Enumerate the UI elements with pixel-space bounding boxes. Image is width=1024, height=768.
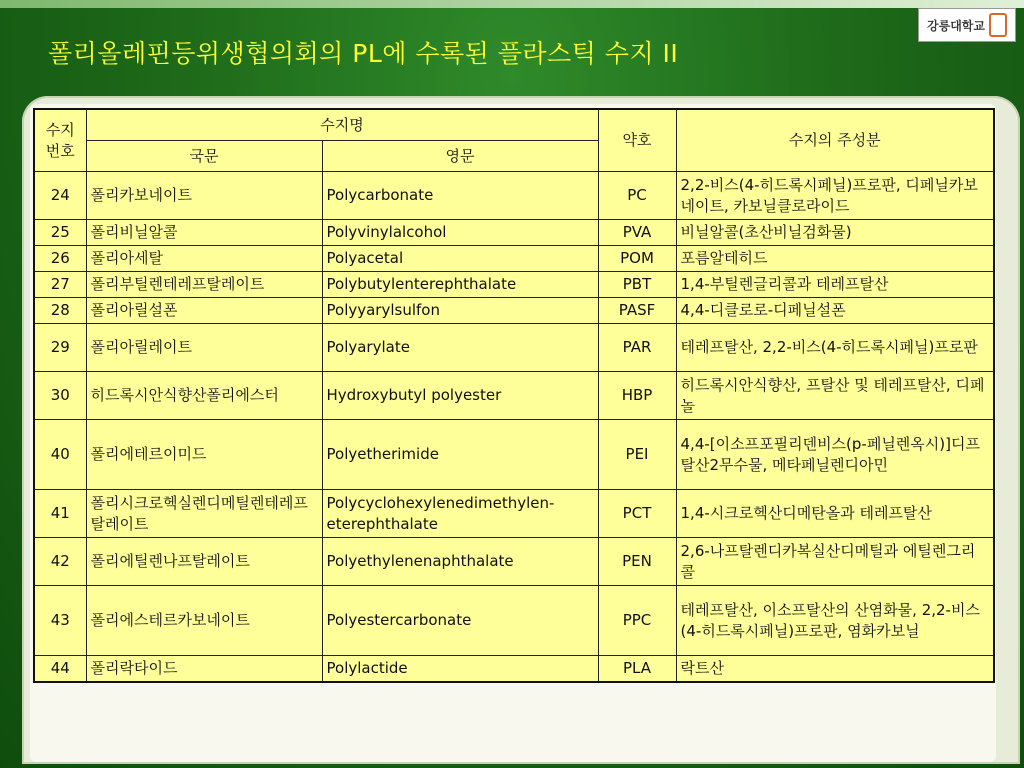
- cell-component: 락트산: [676, 656, 994, 682]
- cell-korean-name: 폴리시크로헥실렌디메틸렌테레프탈레이트: [86, 490, 322, 538]
- header-component: 수지의 주성분: [676, 109, 994, 172]
- cell-component: 2,2-비스(4-히드록시페닐)프로판, 디페닐카보네이트, 카보닐클로라이드: [676, 172, 994, 220]
- cell-component: 테레프탈산, 이소프탈산의 산염화물, 2,2-비스(4-히드록시페닐)프로판, 염화카보닐: [676, 586, 994, 656]
- cell-resin-no: 26: [34, 246, 86, 272]
- table-row: [34, 656, 994, 682]
- cell-abbr: HBP: [598, 372, 676, 420]
- logo-mark-icon: [989, 13, 1007, 37]
- slide-title: 폴리올레핀등위생협의회의 PL에 수록된 플라스틱 수지 II: [48, 39, 679, 68]
- cell-english-name: Polyestercarbonate: [322, 586, 598, 656]
- header-row-1: [34, 109, 994, 141]
- header-abbr: 약호: [598, 109, 676, 172]
- cell-component: 1,4-부틸렌글리콜과 테레프탈산: [676, 272, 994, 298]
- cell-resin-no: 30: [34, 372, 86, 420]
- cell-abbr: PASF: [598, 298, 676, 324]
- table-row: [34, 246, 994, 272]
- top-accent-bar: [0, 0, 1024, 8]
- cell-korean-name: 폴리락타이드: [86, 656, 322, 682]
- cell-english-name: Polycyclohexylenedimethylen-eterephthalate: [322, 490, 598, 538]
- cell-component: 4,4-[이소프포필리덴비스(p-페닐렌옥시)]디프탈산2무수물, 메타페닐렌디아민: [676, 420, 994, 490]
- table-row: [34, 420, 994, 490]
- cell-korean-name: 폴리에테르이미드: [86, 420, 322, 490]
- header-resin-no: 수지 번호: [34, 109, 86, 172]
- cell-korean-name: 폴리에스테르카보네이트: [86, 586, 322, 656]
- cell-resin-no: 25: [34, 220, 86, 246]
- university-logo: [918, 8, 1016, 42]
- header-english: 영문: [322, 141, 598, 172]
- cell-english-name: Polyvinylalcohol: [322, 220, 598, 246]
- cell-abbr: POM: [598, 246, 676, 272]
- cell-korean-name: 폴리비닐알콜: [86, 220, 322, 246]
- table-row: [34, 538, 994, 586]
- cell-english-name: Polyyarylsulfon: [322, 298, 598, 324]
- cell-korean-name: 히드록시안식향산폴리에스터: [86, 372, 322, 420]
- logo-text: 강릉대학교: [927, 18, 985, 33]
- cell-resin-no: 40: [34, 420, 86, 490]
- table-row: [34, 372, 994, 420]
- table-row: [34, 586, 994, 656]
- cell-korean-name: 폴리아세탈: [86, 246, 322, 272]
- table-row: [34, 298, 994, 324]
- cell-resin-no: 28: [34, 298, 86, 324]
- header-korean: 국문: [86, 141, 322, 172]
- cell-resin-no: 44: [34, 656, 86, 682]
- cell-korean-name: 폴리아릴설폰: [86, 298, 322, 324]
- cell-korean-name: 폴리아릴레이트: [86, 324, 322, 372]
- cell-korean-name: 폴리카보네이트: [86, 172, 322, 220]
- cell-abbr: PEN: [598, 538, 676, 586]
- cell-abbr: PBT: [598, 272, 676, 298]
- table-row: [34, 172, 994, 220]
- table-row: [34, 490, 994, 538]
- cell-korean-name: 폴리부틸렌테레프탈레이트: [86, 272, 322, 298]
- cell-english-name: Polyetherimide: [322, 420, 598, 490]
- cell-abbr: PCT: [598, 490, 676, 538]
- cell-component: 히드록시안식향산, 프탈산 및 테레프탈산, 디페놀: [676, 372, 994, 420]
- cell-english-name: Polylactide: [322, 656, 598, 682]
- cell-english-name: Polyethylenenaphthalate: [322, 538, 598, 586]
- table-row: [34, 220, 994, 246]
- cell-english-name: Polyarylate: [322, 324, 598, 372]
- cell-abbr: PEI: [598, 420, 676, 490]
- cell-resin-no: 42: [34, 538, 86, 586]
- cell-resin-no: 29: [34, 324, 86, 372]
- cell-korean-name: 폴리에틸렌나프탈레이트: [86, 538, 322, 586]
- cell-abbr: PAR: [598, 324, 676, 372]
- cell-abbr: PVA: [598, 220, 676, 246]
- table-body: [34, 172, 994, 682]
- cell-abbr: PC: [598, 172, 676, 220]
- cell-english-name: Polycarbonate: [322, 172, 598, 220]
- cell-abbr: PLA: [598, 656, 676, 682]
- table-row: [34, 324, 994, 372]
- cell-component: 테레프탈산, 2,2-비스(4-히드록시페닐)프로판: [676, 324, 994, 372]
- cell-component: 포름알테히드: [676, 246, 994, 272]
- cell-english-name: Polyacetal: [322, 246, 598, 272]
- resin-table: [33, 108, 995, 683]
- cell-resin-no: 41: [34, 490, 86, 538]
- cell-english-name: Hydroxybutyl polyester: [322, 372, 598, 420]
- cell-component: 4,4-디클로로-디페닐설폰: [676, 298, 994, 324]
- cell-resin-no: 24: [34, 172, 86, 220]
- cell-component: 비닐알콜(초산비닐검화물): [676, 220, 994, 246]
- cell-english-name: Polybutylenterephthalate: [322, 272, 598, 298]
- cell-resin-no: 43: [34, 586, 86, 656]
- cell-resin-no: 27: [34, 272, 86, 298]
- cell-abbr: PPC: [598, 586, 676, 656]
- cell-component: 2,6-나프탈렌디카복실산디메틸과 에틸렌그리콜: [676, 538, 994, 586]
- cell-component: 1,4-시크로헥산디메탄올과 테레프탈산: [676, 490, 994, 538]
- table-row: [34, 272, 994, 298]
- header-resin-name: 수지명: [86, 109, 598, 141]
